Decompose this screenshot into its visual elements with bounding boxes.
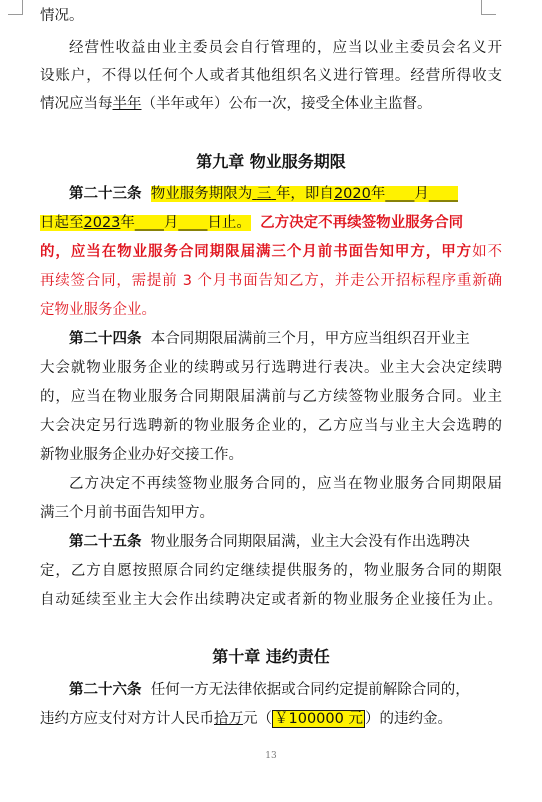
article-label: 第二十五条 [69,534,142,550]
text-line: 定物业服务企业。 [40,302,156,318]
article-label: 第二十六条 [69,682,142,698]
text-line: 第二十四条 本合同期限届满前三个月，甲方应当组织召开业主 [69,331,470,347]
text-line: 情况。 [40,8,84,24]
text-line: 日起至2023年____月____日止。 乙方决定不再续签物业服务合同 [40,215,464,231]
text-line: 设账户，不得以任何个人或者其他组织名义进行管理。经营所得收支 [40,68,502,84]
text-line: 的，应当在物业服务合同期限届满三个月前书面告知甲方，甲方如不 [40,244,502,260]
highlighted-text: 日起至2023年____月____日止。 [40,215,251,231]
text-line: 满三个月前书面告知甲方。 [40,505,214,521]
page-number: 13 [265,751,277,761]
text-line: 新物业服务企业办好交接工作。 [40,447,243,463]
underlined-value: 拾万 [214,711,243,727]
amount-box: ￥100000 元 [274,711,363,727]
text-line [69,184,502,204]
crop-mark-top-left [8,0,23,15]
underlined-value: 半年 [112,96,142,112]
chapter-heading: 第十章 违约责任 [212,647,330,666]
text-line: 经营性收益由业主委员会自行管理的，应当以业主委员会名义开 [69,40,502,56]
chapter-heading: 第九章 物业服务期限 [196,152,346,171]
text-line: 大会就物业服务企业的续聘或另行选聘进行表决。业主大会决定续聘 [40,360,502,376]
text-line: 自动延续至业主大会作出续聘决定或者新的物业服务企业接任为止。 [40,592,502,608]
article-label: 第二十四条 [69,331,142,347]
text-line: 第二十六条 任何一方无法律依据或合同约定提前解除合同的， [69,682,470,698]
text-line: 情况应当每半年（半年或年）公布一次，接受全体业主监督。 [40,96,432,112]
text-line: 定，乙方自愿按照原合同约定继续提供服务的，物业服务合同的期限 [40,563,502,579]
text-line: 第二十五条 物业服务合同期限届满，业主大会没有作出选聘决 [69,534,470,550]
text-line: 的，应当在物业服务合同期限届满前与乙方续签物业服务合同。业主 [40,389,502,405]
text-line: 违约方应支付对方计人民币拾万元（ ￥100000 元 ）的违约金。 [40,711,452,727]
text-line: 乙方决定不再续签物业服务合同的，应当在物业服务合同期限届 [69,476,502,492]
highlighted-text: 物业服务期限为 三 年，即自2020年____月____ [150,186,458,202]
article-label: 第二十三条 [69,186,142,202]
text-line: 再续签合同，需提前 3 个月书面告知乙方，并走公开招标程序重新确 [40,273,502,289]
text-line: 大会决定另行选聘新的物业服务企业的，乙方应当与业主大会选聘的 [40,418,502,434]
